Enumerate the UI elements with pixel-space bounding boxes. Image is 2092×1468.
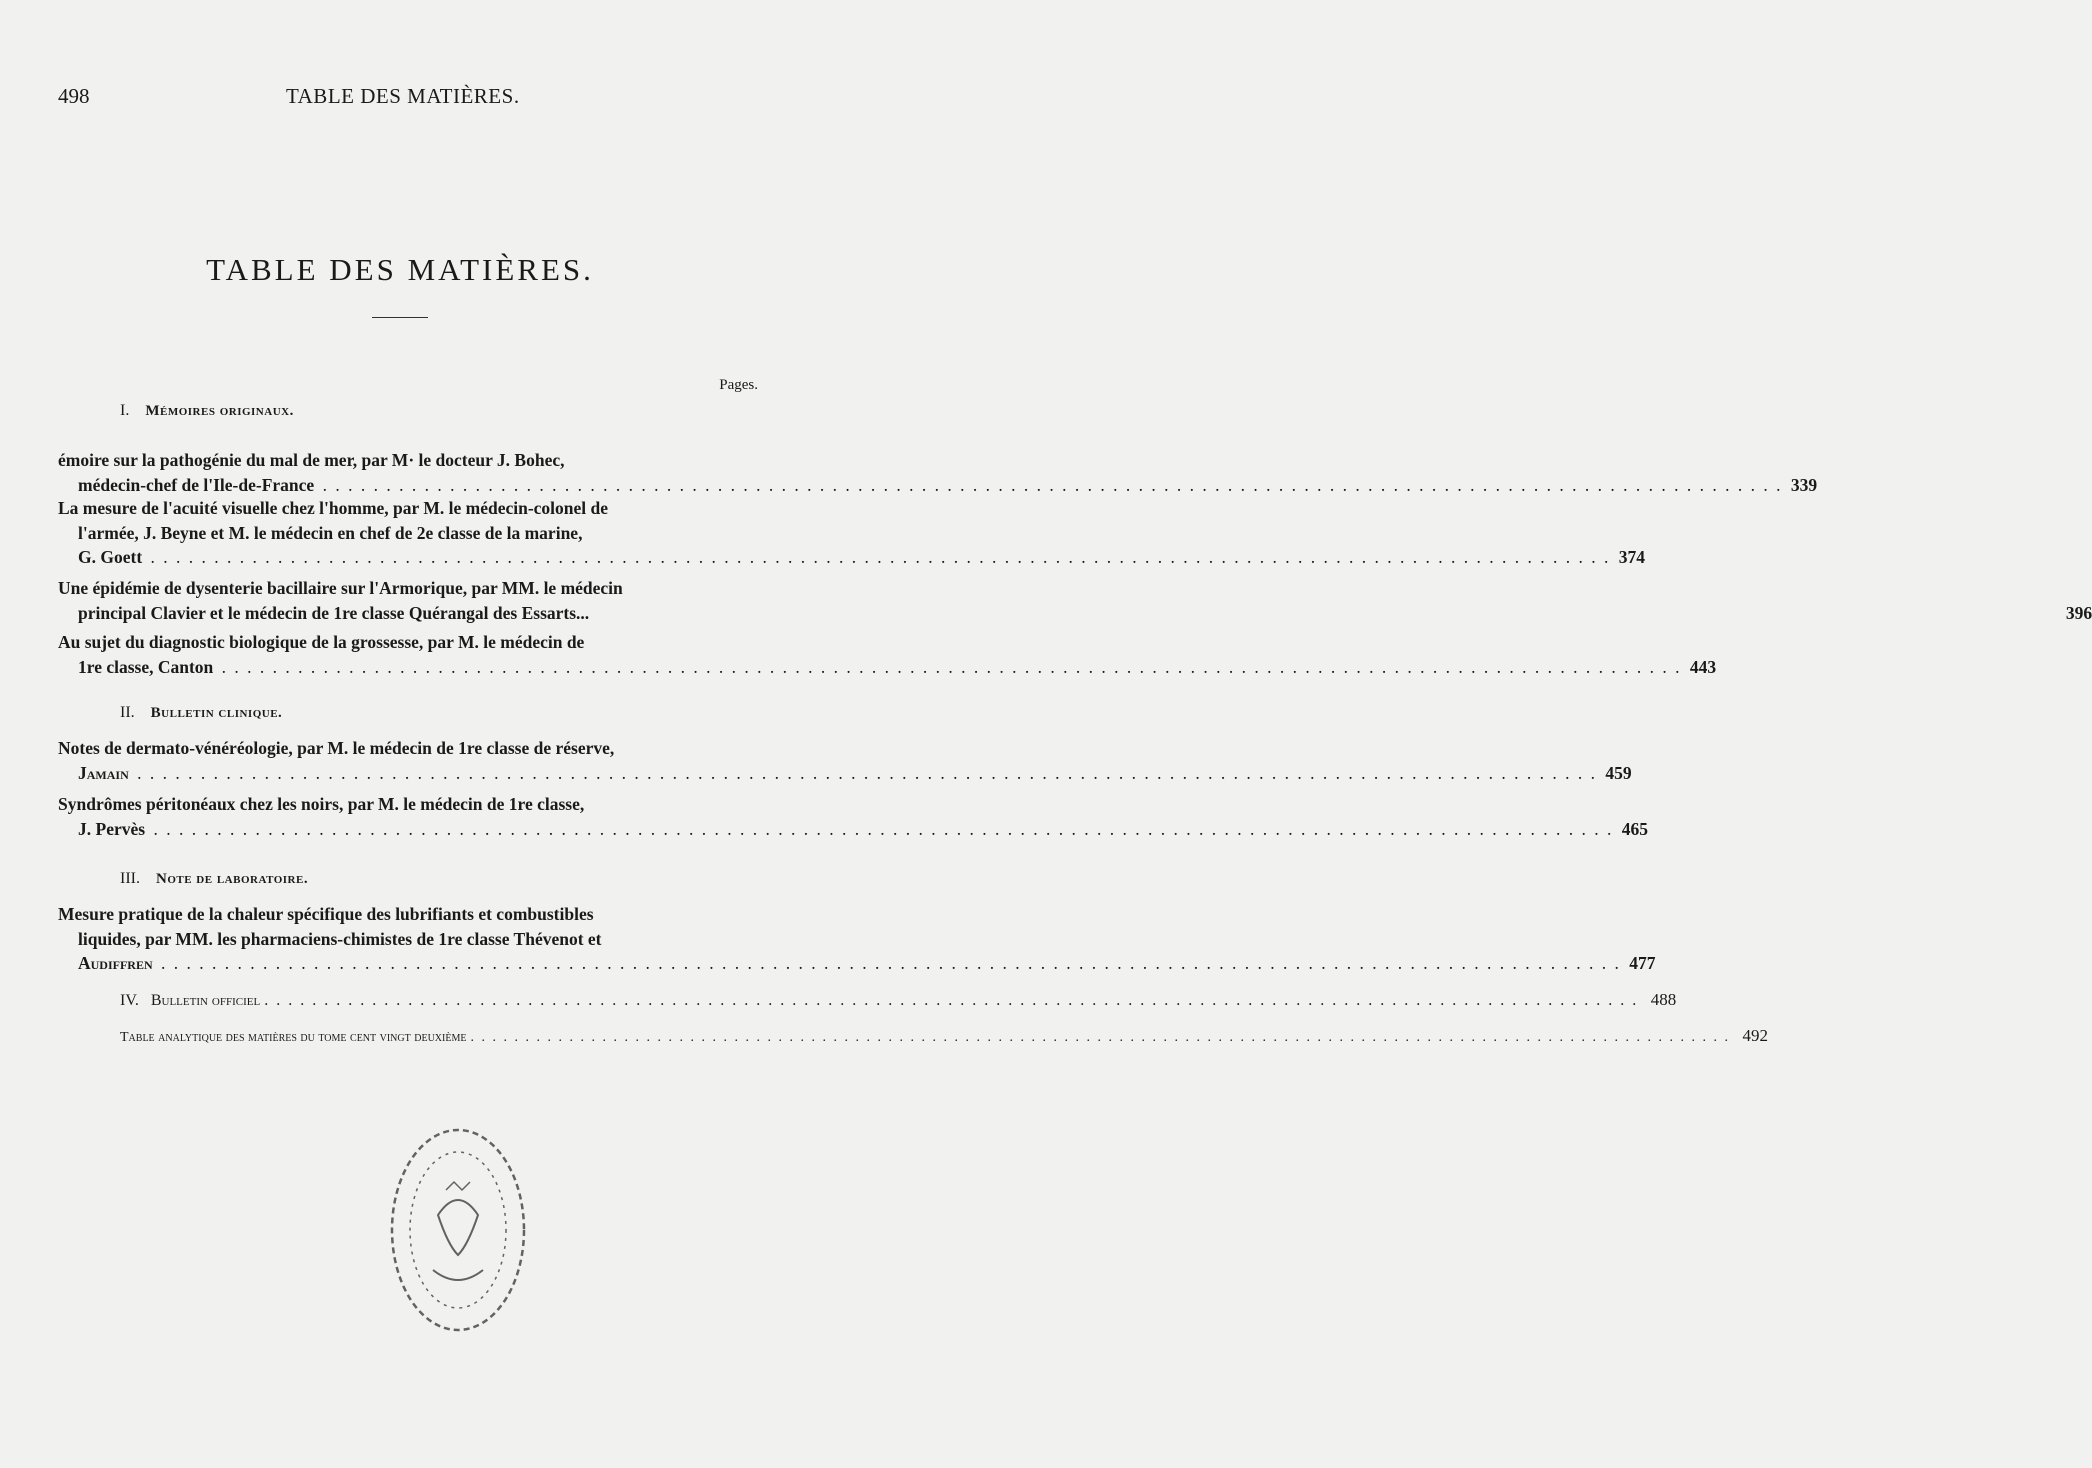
entry-line: Audiffren	[78, 953, 153, 973]
entry-page: 443	[1689, 656, 1717, 677]
entry-leader-line	[58, 761, 1632, 786]
toc-entry	[58, 448, 1818, 497]
entry-line: l'armée, J. Beyne et M. le médecin en chef de 2e classe de la marine,	[78, 522, 583, 543]
dot-leader	[153, 819, 1613, 839]
section-numeral: I.	[120, 402, 130, 419]
entry-leader-line	[58, 655, 1717, 680]
page-title: TABLE DES MATIÈRES.	[206, 252, 594, 287]
section-heading-2	[120, 704, 282, 722]
entry-line: Jamain	[78, 762, 129, 783]
dot-leader	[222, 657, 1682, 677]
section-numeral: IV.	[120, 992, 139, 1009]
entry-page: 459	[1605, 762, 1632, 783]
entry-leader-line	[58, 473, 1818, 498]
dot-leader	[264, 989, 1638, 1014]
entry-page: 339	[1790, 474, 1818, 495]
entry-line: principal Clavier et le médecin de 1re classe Quérangal des Essarts...	[78, 602, 590, 623]
entry-line: Une épidémie de dysenterie bacillaire sur l'Armorique, par MM. le médecin	[58, 578, 623, 598]
entry-line: émoire sur la pathogénie du mal de mer, par M· le docteur J. Bohec,	[58, 450, 565, 470]
entry-line: J. Pervès	[78, 818, 146, 839]
running-title: TABLE DES MATIÈRES.	[286, 84, 520, 108]
section-numeral: II.	[120, 704, 135, 721]
entry-page: 477	[1629, 953, 1656, 973]
dot-leader	[323, 475, 1783, 495]
entry-line: médecin-chef de l'Ile-de-France	[78, 474, 315, 495]
toc-entry	[58, 736, 1632, 785]
toc-entry	[58, 496, 1646, 570]
dot-leader	[151, 547, 1611, 567]
section-heading-1	[120, 402, 294, 420]
toc-entry	[58, 630, 1717, 679]
entry-page: 492	[1742, 1026, 1768, 1045]
dot-leader	[137, 763, 1597, 783]
entry-page: 465	[1621, 818, 1648, 839]
entry-line: Mesure pratique de la chaleur spécifique des lubrifiants et combustibles	[58, 904, 594, 924]
entry-page: 374	[1618, 547, 1646, 567]
page-number: 498	[58, 84, 90, 108]
entry-line: Au sujet du diagnostic biologique de la grossesse, par M. le médecin de	[58, 632, 585, 652]
entry-leader-line	[58, 545, 1646, 570]
entry-page: 488	[1650, 990, 1677, 1009]
section-title: Mémoires originaux.	[145, 403, 294, 419]
entry-leader-line	[58, 817, 1648, 842]
entry-page: 396	[2065, 602, 2092, 623]
section-title: Bulletin officiel	[150, 992, 261, 1009]
toc-entry	[58, 902, 1656, 976]
toc-entry-table-analytique	[120, 1024, 1768, 1051]
pages-column-label: Pages.	[719, 377, 758, 393]
table-analytique-title: Table analytique des matières du tome cent vingt deuxième	[120, 1030, 467, 1045]
library-stamp-icon	[378, 1120, 538, 1340]
section-numeral: III.	[120, 870, 140, 887]
bulletin-heading	[120, 989, 260, 1014]
toc-entry	[58, 576, 2092, 625]
dot-leader	[161, 953, 1621, 973]
entry-line: Notes de dermato-vénéréologie, par M. le médecin de 1re classe de réserve,	[58, 738, 615, 758]
running-head	[58, 84, 760, 114]
toc-entry	[58, 792, 1648, 841]
entry-leader-line	[58, 951, 1656, 976]
entry-line: liquides, par MM. les pharmaciens-chimistes de 1re classe Thévenot et	[78, 928, 602, 949]
title-rule	[372, 317, 428, 318]
section-title: Bulletin clinique.	[150, 705, 283, 721]
section-heading-3	[120, 870, 308, 888]
dot-leader	[470, 1026, 1730, 1051]
entry-line: 1re classe, Canton	[78, 656, 214, 677]
section-title: Note de laboratoire.	[155, 871, 309, 887]
entry-line: G. Goett	[78, 547, 143, 567]
entry-line: La mesure de l'acuité visuelle chez l'homme, par M. le médecin-colonel de	[58, 498, 609, 518]
entry-line: Syndrômes péritonéaux chez les noirs, par M. le médecin de 1re classe,	[58, 794, 585, 814]
entry-leader-line	[58, 601, 2092, 626]
toc-entry-bulletin-officiel	[120, 988, 1677, 1014]
